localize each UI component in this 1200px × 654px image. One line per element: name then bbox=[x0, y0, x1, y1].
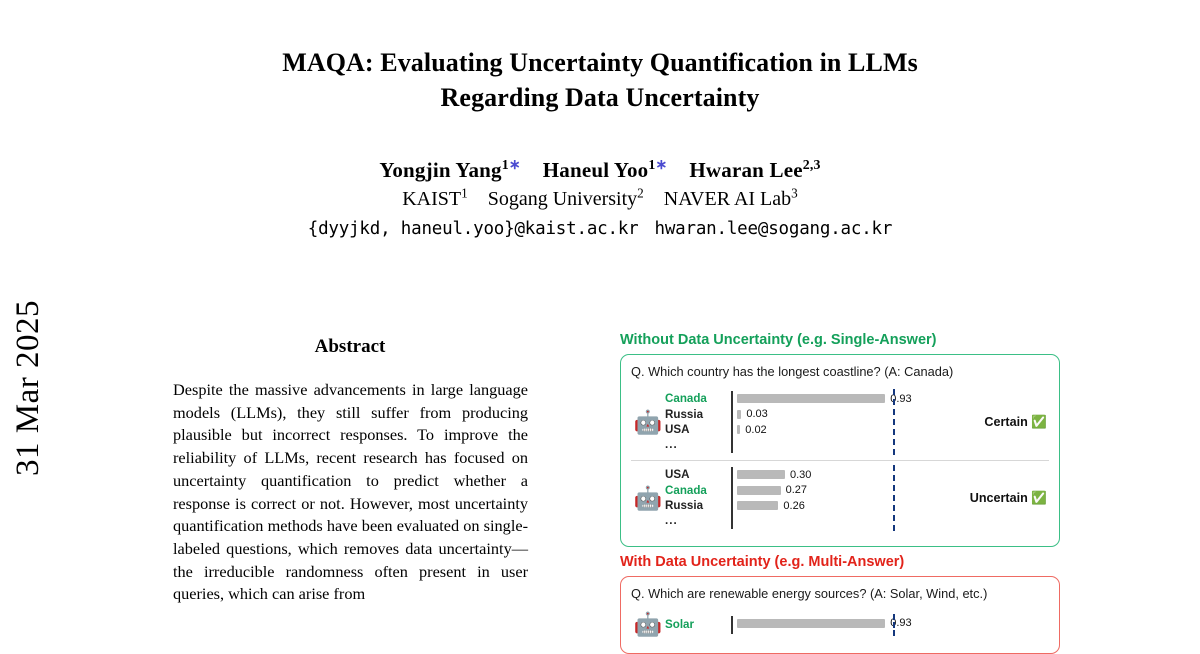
threshold-line bbox=[893, 614, 895, 636]
abstract-heading: Abstract bbox=[314, 336, 386, 357]
probability-value: 0.27 bbox=[785, 484, 808, 497]
panel-2-example-1 bbox=[631, 607, 1049, 643]
affiliation-3-marker: 3 bbox=[791, 185, 798, 201]
affiliation-1-marker: 1 bbox=[461, 185, 468, 201]
probability-bar bbox=[737, 425, 740, 434]
answer-label-ellipsis: ... bbox=[665, 514, 678, 528]
panel-with-data-uncertainty bbox=[620, 576, 1060, 654]
author-1: Yongjin Yang$^{1∗}$ bbox=[379, 157, 521, 182]
affiliation-1: KAIST$^1$ bbox=[402, 185, 468, 210]
bar-row bbox=[737, 498, 955, 514]
answer-label-ellipsis: ... bbox=[665, 438, 678, 452]
affiliation-2: Sogang University$^2$ bbox=[487, 185, 644, 210]
panel-1-example-1-verdict bbox=[955, 415, 1049, 430]
verdict-text: Uncertain bbox=[969, 490, 1028, 505]
affiliation-2-marker: 2 bbox=[637, 185, 644, 201]
check-icon: ✅ bbox=[1031, 490, 1047, 505]
panel-1-example-1-bars bbox=[731, 391, 955, 453]
answer-label: USA bbox=[665, 468, 690, 482]
title-line-1: MAQA: Evaluating Uncertainty Quantification in LLMs bbox=[282, 48, 918, 77]
answer-label: Solar bbox=[665, 617, 694, 631]
robot-icon: 🤖 bbox=[633, 485, 663, 511]
robot-icon: 🤖 bbox=[633, 612, 663, 637]
answer-label: Russia bbox=[665, 407, 704, 421]
bar-row bbox=[737, 407, 955, 423]
abstract-paragraph: Despite the massive advancements in large language models (LLMs), they still suffer from producing plausible but incorrect responses. To improve the reliability of LLMs, recent research has focused on uncertainty quantification to predict whether a response is correct or not. However, most uncertainty quantification methods have been evaluated on single-labeled questions, which removes data uncertainty—the irreducible randomness often present in user queries, which can arise from bbox=[173, 380, 528, 604]
check-icon: ✅ bbox=[1031, 414, 1047, 429]
abstract-body bbox=[173, 379, 528, 606]
probability-value: 0.30 bbox=[789, 468, 812, 481]
panel-1-example-1-labels bbox=[665, 391, 731, 452]
bar-row bbox=[737, 616, 955, 632]
probability-bar bbox=[737, 486, 781, 495]
title-line-2: Regarding Data Uncertainty bbox=[440, 82, 760, 112]
panel-1-example-2-verdict bbox=[955, 491, 1049, 506]
author-2: Haneul Yoo$^{1∗}$ bbox=[542, 157, 668, 182]
panel-1-example-2 bbox=[631, 460, 1049, 536]
answer-label: Russia bbox=[665, 499, 704, 512]
arxiv-date-stamp: 31 Mar 2025 bbox=[10, 300, 46, 476]
affiliation-3: NAVER AI Lab$^3$ bbox=[663, 185, 798, 210]
bar-row-empty bbox=[737, 438, 955, 454]
bar-row-empty bbox=[737, 514, 955, 530]
author-emails bbox=[160, 219, 1040, 239]
threshold-line bbox=[893, 465, 895, 531]
probability-bar bbox=[737, 394, 885, 403]
answer-label: Canada bbox=[665, 392, 707, 406]
bar-row bbox=[737, 422, 955, 438]
email-1: {dyyjkd, haneul.yoo}@kaist.ac.kr bbox=[307, 219, 639, 239]
email-2: hwaran.lee@sogang.ac.kr bbox=[654, 219, 893, 239]
teaser-figure bbox=[620, 332, 1060, 654]
panel-2-example-1-labels bbox=[665, 617, 731, 632]
author-1-affil-marker: 1 bbox=[501, 157, 509, 172]
author-2-equal-contrib-marker: ∗ bbox=[655, 157, 668, 172]
page-title bbox=[160, 46, 1040, 115]
probability-value: 0.03 bbox=[746, 408, 768, 421]
panel-2-example-1-bars bbox=[731, 616, 955, 634]
panel-without-data-uncertainty bbox=[620, 354, 1060, 547]
bar-row bbox=[737, 467, 955, 483]
author-2-affil-marker: 1 bbox=[648, 157, 656, 172]
author-names bbox=[160, 158, 1040, 183]
probability-value: 0.93 bbox=[890, 392, 912, 405]
verdict-text: Certain bbox=[984, 414, 1028, 429]
panel-2-question: Q. Which are renewable energy sources? (A: Solar, Wind, etc.) bbox=[631, 586, 988, 601]
bar-row bbox=[737, 483, 955, 499]
author-3: Hwaran Lee$^{2,3}$ bbox=[689, 157, 821, 182]
author-block bbox=[160, 158, 1040, 239]
answer-label: Canada bbox=[665, 483, 707, 497]
panel-1-example-1 bbox=[631, 385, 1049, 460]
threshold-line bbox=[893, 389, 895, 455]
panel-2-caption: With Data Uncertainty (e.g. Multi-Answer) bbox=[620, 554, 905, 570]
panel-1-question: Q. Which country has the longest coastline? (A: Canada) bbox=[631, 364, 954, 379]
probability-bar bbox=[737, 410, 741, 419]
probability-value: 0.02 bbox=[745, 423, 767, 436]
probability-bar bbox=[737, 470, 785, 479]
probability-bar bbox=[737, 501, 778, 510]
author-3-affil-marker: 2,3 bbox=[802, 157, 821, 172]
affiliation-names bbox=[160, 185, 1040, 211]
panel-1-caption: Without Data Uncertainty (e.g. Single-Answer) bbox=[620, 332, 937, 348]
probability-bar bbox=[737, 619, 885, 628]
author-1-equal-contrib-marker: ∗ bbox=[508, 157, 521, 172]
panel-gap bbox=[620, 547, 1060, 554]
robot-icon: 🤖 bbox=[633, 409, 663, 435]
panel-1-example-2-labels bbox=[665, 467, 731, 528]
probability-value: 0.26 bbox=[783, 499, 805, 512]
answer-label: USA bbox=[665, 423, 690, 436]
bar-row bbox=[737, 391, 955, 407]
panel-1-example-2-bars bbox=[731, 467, 955, 529]
probability-value: 0.93 bbox=[890, 617, 912, 630]
